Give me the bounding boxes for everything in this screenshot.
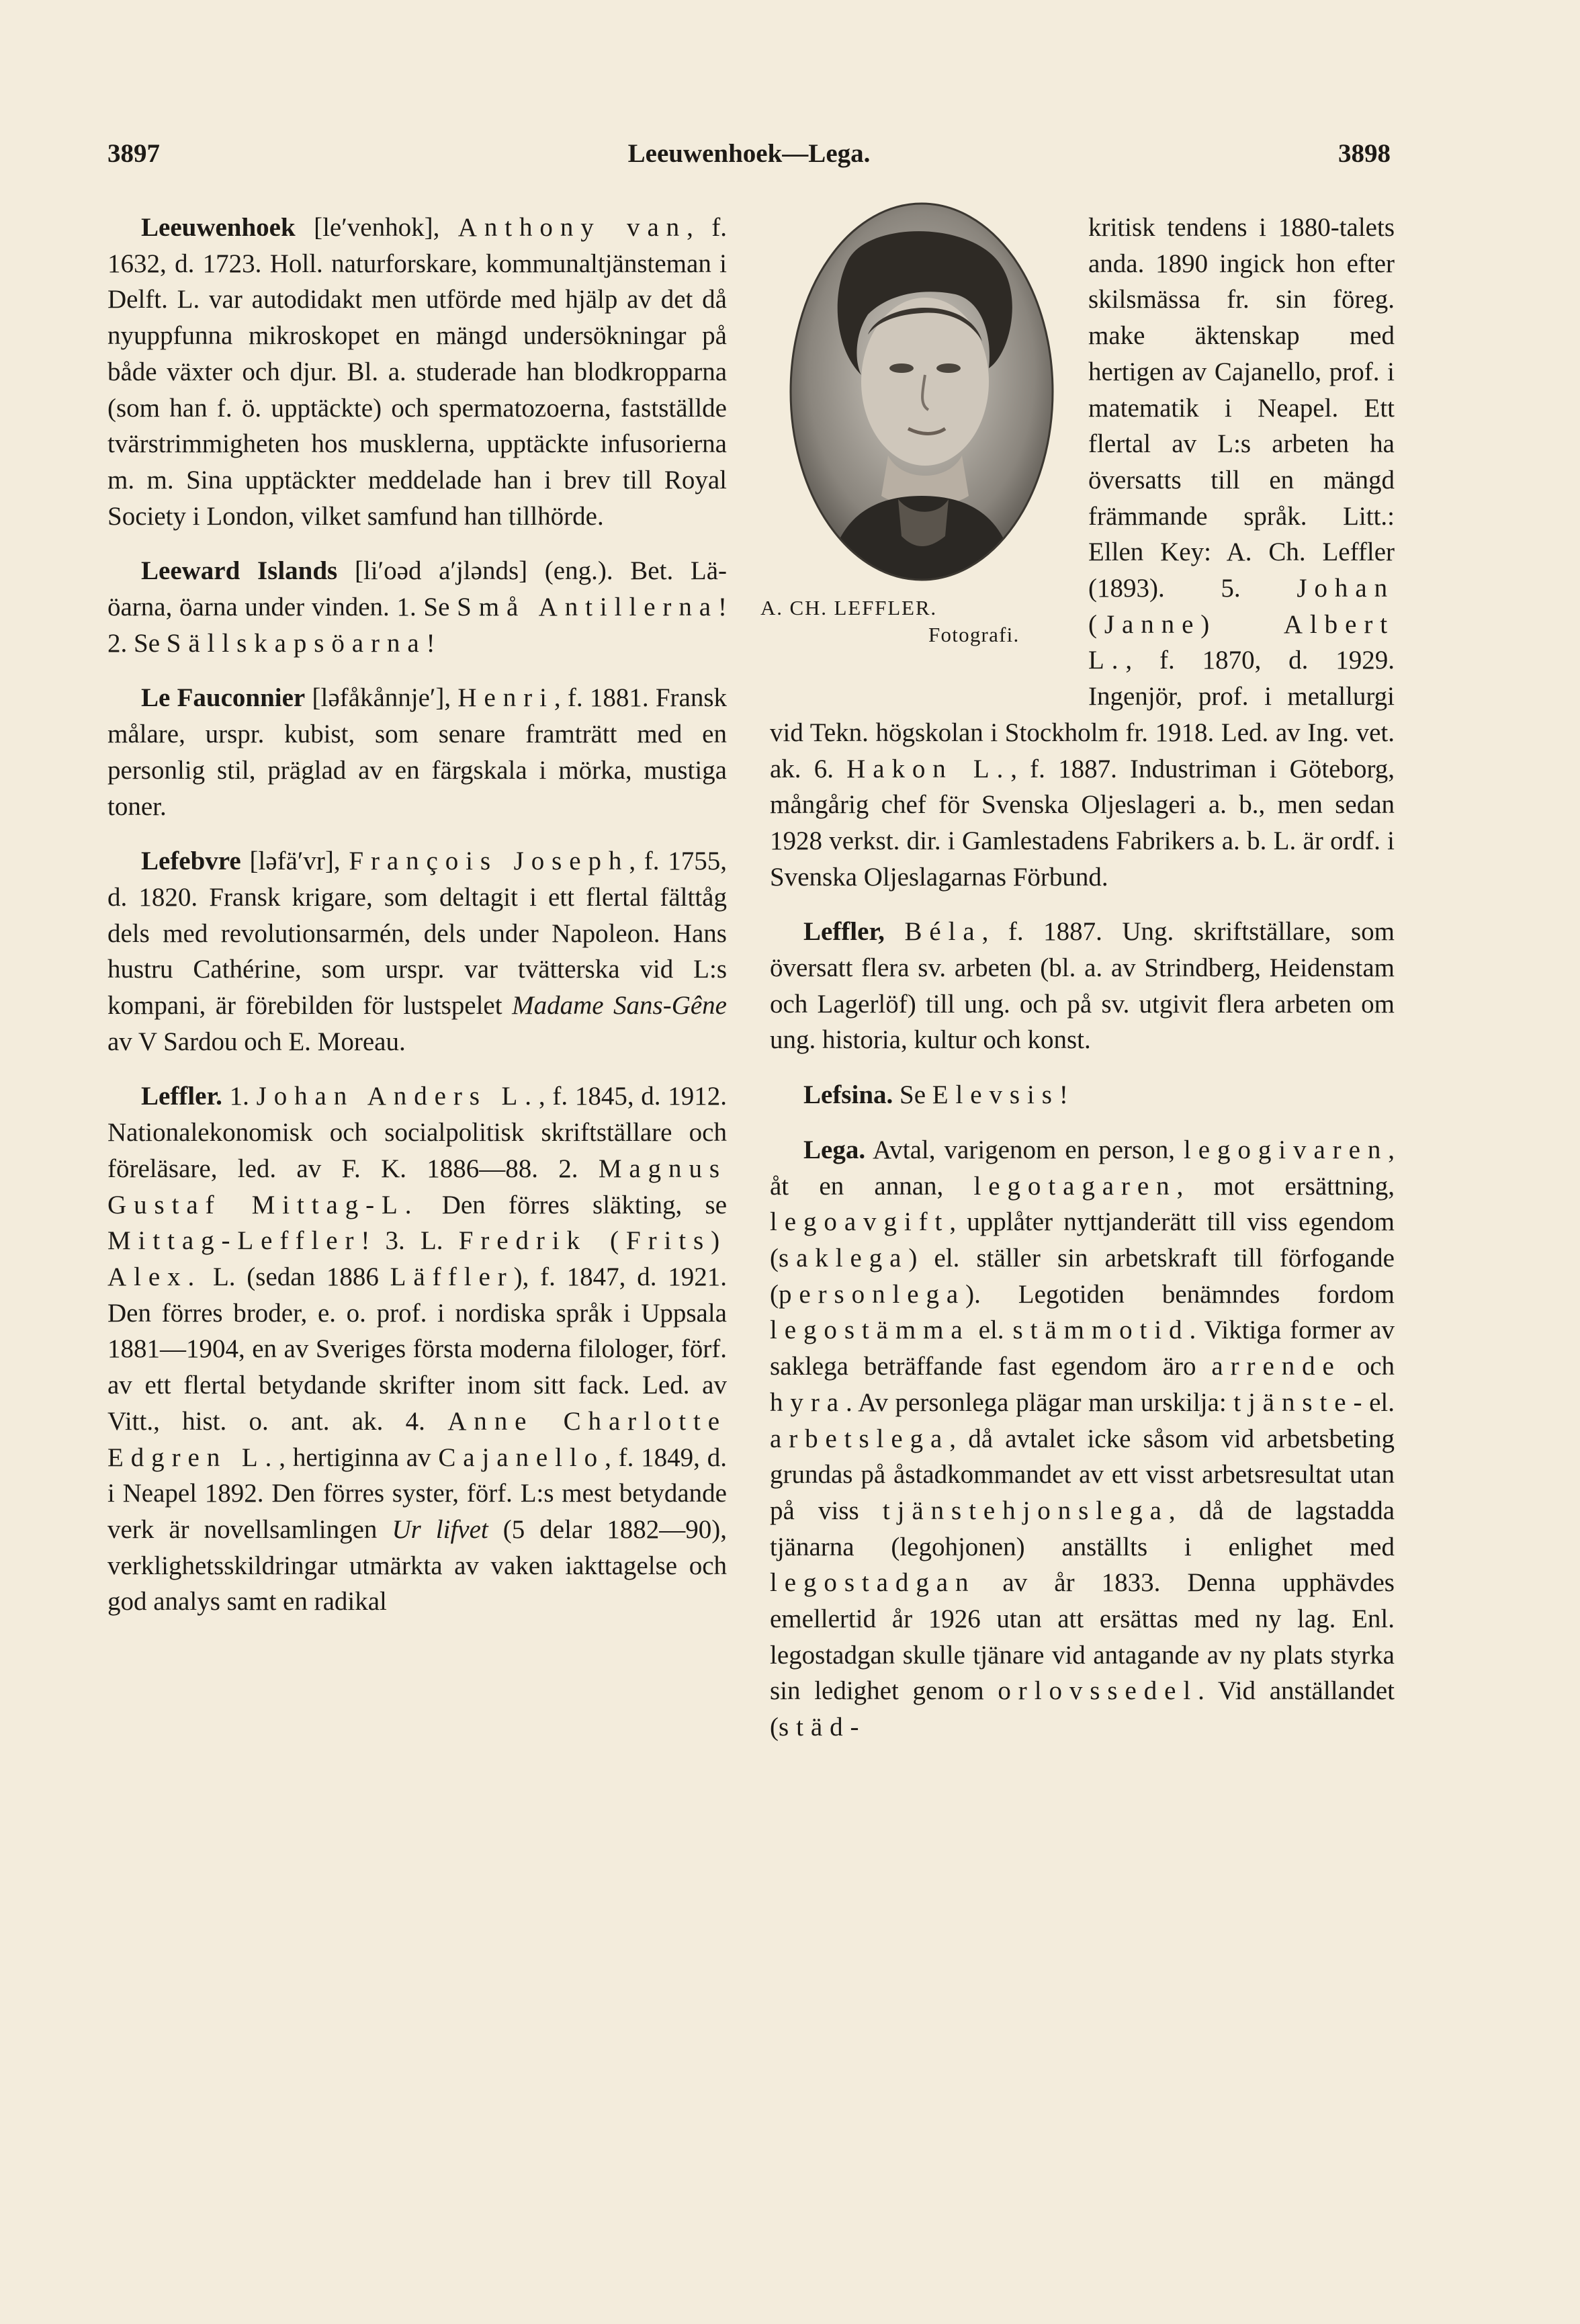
work-title: Ur lifvet: [392, 1514, 488, 1544]
entry-body: el.: [969, 1316, 1013, 1345]
entry-body: (5 delar 1882—90), verklighetsskildringar utmärkta av vaken iakttagelse och god analys samt en radikal: [107, 1514, 727, 1617]
entry-text: [107, 680, 727, 824]
work-title: Madame Sans-Gêne: [512, 991, 727, 1021]
term: legoavgift: [770, 1207, 950, 1237]
portrait-figure: [760, 200, 1076, 691]
term: tjänste: [1233, 1387, 1354, 1417]
term: legogivaren: [1184, 1135, 1389, 1164]
running-title: Leeuwenhoek—Lega.: [627, 139, 871, 168]
person-name: Fredrik (Frits) Alex.: [107, 1226, 727, 1291]
entry-body: 1.: [222, 1082, 257, 1111]
term: tjänstehjonslega: [882, 1496, 1169, 1525]
pronunciation: [ləfä′vr],: [240, 847, 349, 876]
pronunciation: [ləfåkånnje′],: [305, 683, 458, 713]
entry-body: Se: [893, 1080, 932, 1110]
entry-body: , då avtalet icke såsom vid arbetsbeting grundas på åstadkommandet av ett visst arbetsresultat utan på viss: [770, 1424, 1395, 1525]
entry-body: ). Legotiden benämndes fordom: [965, 1279, 1395, 1309]
given-name: François Joseph: [349, 847, 629, 876]
entry-text: [770, 1132, 1395, 1746]
person-name: Hakon L.: [846, 754, 1011, 783]
term: personlega: [779, 1279, 966, 1309]
cross-reference: Elevsis: [932, 1080, 1059, 1110]
headword: Le Fauconnier: [141, 683, 306, 713]
entry-body: ! 3. L.: [361, 1226, 459, 1256]
entry-body: . Vid anställandet (: [770, 1676, 1395, 1742]
given-name: Henri: [457, 683, 554, 713]
headword: Leeward Islands: [141, 556, 338, 586]
entry-body: kritisk tendens i 1880-talets anda. 1890 ingick hon efter skilsmässa fr. sin föreg. make äktenskap med hertigen av Cajanello, prof. i matematik i Neapel. Ett flertal av L:s arbeten ha översatts till en mängd främmande språk. Litt.: Ellen Key: A. Ch. Leffler (1893). 5.: [1088, 213, 1395, 603]
entry-body: . Av personlega plägar man urskilja:: [845, 1387, 1234, 1417]
entry-body: , f. 1870, d. 1929. Ingenjör, prof. i metallurgi vid Tekn. högskolan i Stockholm fr. 1918. Led. av Ing. vet. ak. 6.: [770, 646, 1395, 783]
entry-leeward-islands: [107, 553, 727, 661]
left-column: [107, 210, 727, 1639]
entry-body: , mot ersättning,: [1176, 1171, 1395, 1201]
cross-reference: Mittag-Leffler: [107, 1226, 361, 1256]
entry-text: [770, 1077, 1395, 1113]
entry-text: [107, 553, 727, 661]
entry-leffler-continued: [760, 210, 1395, 895]
term: stämmotid: [1012, 1316, 1190, 1345]
entry-body: , f. 1849, d. i Neapel 1892. Den förres syster, förf. L:s mest betydande verk är novellsamlingen: [107, 1443, 727, 1544]
place-name: Cajanello: [438, 1443, 605, 1472]
headword: Leffler,: [803, 917, 885, 947]
page-number-right: 3898: [1338, 139, 1391, 168]
given-name: Béla: [904, 917, 982, 947]
photo-caption-credit: Fotografi.: [928, 623, 1020, 646]
entry-text: [107, 210, 727, 534]
entry-body: , f. 1845, d. 1912. Nationalekonomisk och socialpolitisk skriftställare och föreläsare, led. av F. K. 1886—88. 2.: [107, 1082, 727, 1183]
term: städ-: [779, 1713, 867, 1742]
entry-body: Avtal, varigenom en person,: [865, 1135, 1184, 1164]
entry-body: , hertiginna av: [279, 1443, 439, 1472]
person-name: Johan Anders L.: [256, 1082, 539, 1111]
entry-leeuwenhoek: [107, 210, 727, 534]
page-header: [107, 138, 1391, 179]
person-name: Anne Charlotte Edgren L.: [107, 1406, 728, 1472]
entry-leffler: [107, 1078, 727, 1620]
term: orlovssedel: [998, 1676, 1198, 1706]
headword: Leeuwenhoek: [141, 213, 296, 242]
headword: Lefsina.: [803, 1080, 893, 1110]
entry-body: , f. 1755, d. 1820. Fransk krigare, som deltagit i ett flertal fälttåg dels med revolutionsarmén, dels under Napoleon. Hans hustru Cathérine, som urspr. var tvätterska vid L:s kompani, är förebilden för lustspelet: [107, 847, 727, 1021]
entry-text: [107, 1078, 727, 1620]
entry-lega: [770, 1132, 1395, 1746]
page-number-left: 3897: [107, 139, 160, 168]
entry-body: , då de lagstadda tjänarna (legohjonen) anställts i enlighet med: [770, 1496, 1395, 1561]
entry-body: av år 1833. Denna upphävdes emellertid år 1926 utan att ersättas med ny lag. Enl. legostadgan skulle tjänare vid antagande av ny plats styrka sin ledighet genom: [770, 1568, 1395, 1706]
entry-body: , f. 1887. Ung. skriftställare, som översatt flera sv. arbeten (bl. a. av Strindberg, Heidenstam och Lagerlöf) till ung. och på sv. utgivit flera arbeten om ung. historia, kultur och konst.: [770, 917, 1395, 1055]
entry-le-fauconnier: [107, 680, 727, 824]
entry-lefsina: [770, 1077, 1395, 1113]
term: arrende: [1211, 1352, 1342, 1381]
headword: Leffler.: [141, 1082, 222, 1111]
cross-reference: Små Antillerna: [457, 593, 718, 622]
entry-body: och: [1341, 1352, 1395, 1381]
entry-body: ! 2. Se: [107, 593, 727, 658]
entry-body: , f. 1632, d. 1723. Holl. naturforskare, kommunaltjänsteman i Delft. L. var autodidakt men utförde med hjälp av det då nyuppfunna mikroskopet en mängd undersökningar på både växter och djur. Bl. a. studerade han blodkropparna (som han f. ö. upptäckte) och spermatozoerna, fastställde tvärstrimmigheten hos musklerna, upptäckte infusorierna m. m. Sina upptäckter meddelade han i brev till Royal Society i London, vilket samfund han tillhörde.: [107, 213, 728, 531]
cross-reference: Sällskapsöarna: [166, 628, 427, 658]
portrait-photo-icon: [787, 200, 1056, 583]
entry-lefebvre: [107, 843, 727, 1060]
person-name: Magnus Gustaf Mittag-L.: [107, 1154, 727, 1219]
entry-leffler-bela: [770, 914, 1395, 1058]
photo-caption-name: A. CH. LEFFLER.: [760, 596, 938, 619]
entry-body: ) el. ställer sin arbetskraft till förfogande (: [770, 1243, 1395, 1309]
right-column: [760, 210, 1395, 1764]
entry-body: , upplåter nyttjanderätt till viss egendom (: [770, 1207, 1395, 1273]
entry-body: !: [426, 628, 435, 658]
headword: Lega.: [803, 1135, 866, 1164]
term: arbetslega: [770, 1424, 950, 1453]
term: legotagaren: [973, 1171, 1177, 1201]
entry-body: !: [1059, 1080, 1068, 1110]
entry-body: - el.: [1353, 1387, 1395, 1417]
person-name: Läffler: [390, 1262, 514, 1291]
pronunciation: [le′venhok],: [314, 213, 440, 242]
entry-body: , f. 1887. Industriman i Göteborg, mångårig chef för Svenska Oljeslageri a. b., men sedan 1928 verkst. dir. i Gamlestadens Fabrikers a. b. L. är ordf. i Svenska Oljeslagarnas Förbund.: [770, 754, 1395, 892]
entry-body: av V Sardou och E. Moreau.: [107, 1027, 406, 1056]
term: legostadgan: [770, 1568, 976, 1598]
entry-body: L. (sedan 1886: [202, 1262, 390, 1291]
entry-body: . Viktiga former av saklega beträffande fast egendom äro: [770, 1316, 1395, 1381]
term: saklega: [779, 1243, 909, 1273]
term: legostämma: [770, 1316, 970, 1345]
entry-text: [770, 914, 1395, 1058]
entry-body: , f. 1881. Fransk målare, urspr. kubist, som senare framträtt med en personlig stil, präglad av en färgskala i mörka, mustiga toner.: [107, 683, 728, 821]
given-name: Anthony van: [457, 213, 687, 242]
headword: Lefebvre: [141, 847, 241, 876]
entry-body: Den förres släkting, se: [419, 1190, 727, 1219]
term: hyra: [770, 1387, 846, 1417]
entry-body: [li′oəd a′jlənds] (eng.). Bet. Lä-öarna, öarna under vinden. 1. Se: [107, 556, 727, 622]
person-name: Johan (Janne) Albert L.: [1088, 574, 1395, 675]
entry-body: ), f. 1847, d. 1921. Den förres broder, e. o. prof. i nordiska språk i Uppsala 1881—1904, en av Sveriges första moderna filologer, förf. av ett flertal betydande skrifter inom sitt fack. Led. av Vitt., hist. o. ant. ak. 4.: [107, 1262, 727, 1436]
entry-body: , åt en annan,: [770, 1135, 1395, 1201]
entry-text: [107, 843, 727, 1060]
